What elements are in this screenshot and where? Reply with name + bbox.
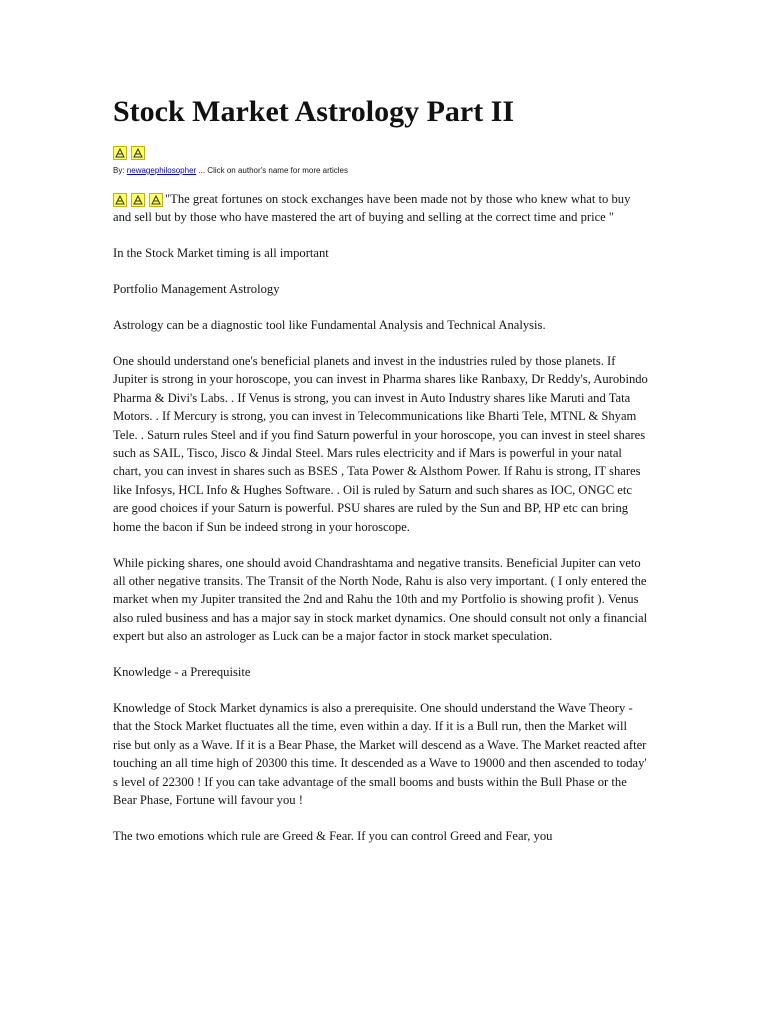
paragraph: In the Stock Market timing is all important: [113, 246, 329, 261]
byline-suffix: ... Click on author's name for more articles: [196, 166, 348, 175]
article-body: [113, 190, 648, 863]
image-icon: [113, 146, 127, 160]
section-heading: Portfolio Management Astrology: [113, 282, 280, 297]
quote-text: "The great fortunes on stock exchanges have been made not by those who knew what to buy and sell but by those who have mastered the art of buying and selling at the correct time and price ": [113, 192, 631, 225]
image-icon: [149, 193, 163, 207]
section-heading: Knowledge - a Prerequisite: [113, 665, 251, 680]
paragraph: One should understand one's beneficial planets and invest in the industries ruled by those planets. If Jupiter is strong in your horoscope, you can invest in Pharma shares like Ranbaxy, Dr Reddy's, Aurobindo Pharma & Divi's Labs. . If Venus is strong, you can invest in Auto Industry shares like Maruti and Tata Motors. . If Mercury is strong, you can invest in Telecommunications like Bharti Tele, MTNL & Shyam Tele. . Saturn rules Steel and if you find Saturn powerful in your horoscope, you can invest in steel shares such as SAIL, Tisco, Jisco & Jindal Steel. Mars rules electricity and if Mars is powerful in your natal chart, you can invest in shares such as BSES , Tata Power & Alsthom Power. If Rahu is strong, IT shares like Infosys, HCL Info & Hughes Software. . Oil is ruled by Saturn and such shares as IOC, ONGC etc are good choices if your Saturn is powerful. PSU shares are ruled by the Sun and BP, HP etc can bring home the bacon if Sun be indeed strong in your horoscope.: [113, 354, 648, 534]
paragraph: While picking shares, one should avoid Chandrashtama and negative transits. Beneficial Jupiter can veto all other negative transits. The Transit of the North Node, Rahu is also very important. ( I only entered the market when my Jupiter transited the 2nd and Rahu the 10th and my Portfolio is showing profit ). Venus also ruled business and has a major say in stock market dynamics. One should consult not only a financial expert but also an astrologer as Luck can be a major factor in stock market speculation.: [113, 555, 648, 644]
paragraph: Astrology can be a diagnostic tool like Fundamental Analysis and Technical Analysis.: [113, 318, 546, 333]
image-icon: [113, 193, 127, 207]
byline: [113, 165, 348, 177]
title-icons: [113, 146, 145, 160]
quote-paragraph: [113, 190, 648, 227]
author-link[interactable]: newagephilosopher: [126, 166, 197, 175]
quote-icons: [113, 193, 163, 207]
paragraph: Knowledge of Stock Market dynamics is also a prerequisite. One should understand the Wave Theory - that the Stock Market fluctuates all the time, even within a day. If it is a Bull run, then the Market will rise but only as a Wave. If it is a Bear Phase, the Market will descend as a Wave. The Market reacted after touching an all time high of 20300 this time. It descended as a Wave to 19000 and then ascended to today' s level of 22300 ! If you can take advantage of the small booms and busts within the Bull Phase or the Bear Phase, Fortune will favour you !: [113, 701, 647, 808]
image-icon: [131, 146, 145, 160]
image-icon: [131, 193, 145, 207]
byline-prefix: By:: [113, 166, 125, 175]
page-title: Stock Market Astrology Part II: [113, 95, 515, 128]
paragraph: The two emotions which rule are Greed & Fear. If you can control Greed and Fear, you: [113, 828, 553, 843]
